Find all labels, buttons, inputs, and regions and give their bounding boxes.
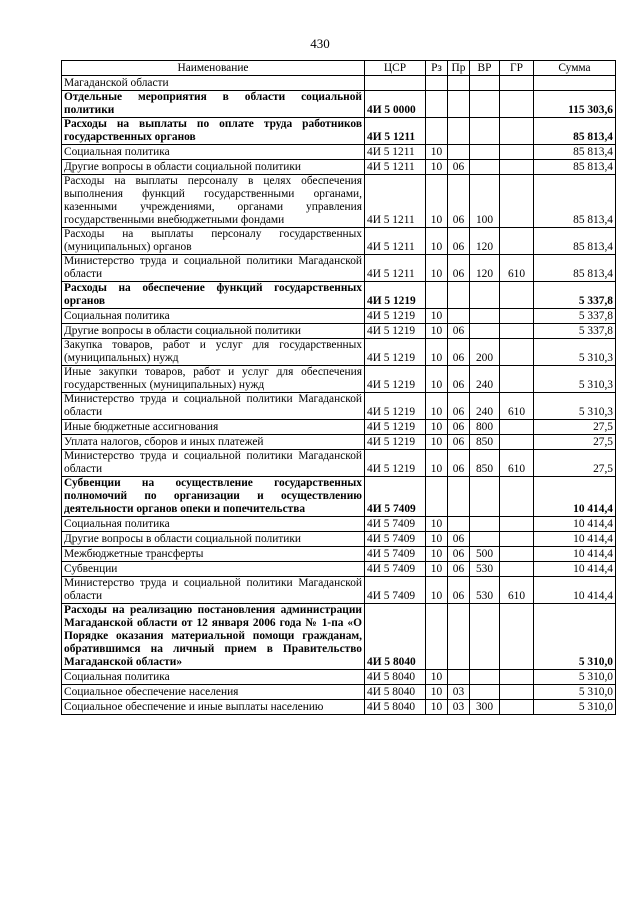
table-row: [62, 420, 616, 435]
cell-gr: 610: [500, 255, 534, 282]
cell-name: Социальное обеспечение населения: [62, 685, 365, 700]
cell-pr: [448, 477, 470, 517]
cell-rz: [426, 91, 448, 118]
cell-gr: [500, 175, 534, 228]
cell-rz: 10: [426, 670, 448, 685]
cell-name: Другие вопросы в области социальной политики: [62, 160, 365, 175]
cell-vr: [470, 532, 500, 547]
table-row: [62, 339, 616, 366]
cell-rz: 10: [426, 435, 448, 450]
budget-table: [61, 60, 616, 715]
table-row: [62, 517, 616, 532]
cell-csr: 4И 5 1219: [365, 420, 426, 435]
cell-gr: [500, 670, 534, 685]
cell-csr: 4И 5 8040: [365, 685, 426, 700]
cell-pr: [448, 282, 470, 309]
page-number: 430: [310, 36, 330, 51]
cell-csr: 4И 5 7409: [365, 577, 426, 604]
cell-pr: 06: [448, 532, 470, 547]
column-header-pr: Пр: [448, 61, 470, 76]
table-row: [62, 160, 616, 175]
cell-gr: [500, 700, 534, 715]
cell-rz: 10: [426, 700, 448, 715]
cell-vr: [470, 76, 500, 91]
cell-name: Субвенции: [62, 562, 365, 577]
cell-gr: 610: [500, 393, 534, 420]
cell-sum: 5 310,3: [534, 366, 616, 393]
cell-sum: 85 813,4: [534, 118, 616, 145]
cell-rz: 10: [426, 517, 448, 532]
table-row: [62, 76, 616, 91]
cell-sum: 5 310,0: [534, 685, 616, 700]
cell-name: Министерство труда и социальной политики Магаданской области: [62, 577, 365, 604]
cell-csr: 4И 5 1219: [365, 324, 426, 339]
cell-pr: [448, 145, 470, 160]
cell-pr: 06: [448, 393, 470, 420]
cell-gr: [500, 477, 534, 517]
cell-name: Отдельные мероприятия в области социальной политики: [62, 91, 365, 118]
cell-sum: 115 303,6: [534, 91, 616, 118]
table-row: [62, 91, 616, 118]
cell-name: Расходы на выплаты персоналу государственных (муниципальных) органов: [62, 228, 365, 255]
cell-csr: 4И 5 1211: [365, 175, 426, 228]
cell-pr: 03: [448, 700, 470, 715]
table-header-row: [62, 61, 616, 76]
cell-vr: 800: [470, 420, 500, 435]
cell-name: Министерство труда и социальной политики Магаданской области: [62, 393, 365, 420]
cell-csr: 4И 5 1211: [365, 118, 426, 145]
cell-gr: [500, 118, 534, 145]
cell-csr: 4И 5 1219: [365, 393, 426, 420]
cell-vr: 530: [470, 577, 500, 604]
cell-csr: 4И 5 7409: [365, 477, 426, 517]
cell-sum: 27,5: [534, 435, 616, 450]
cell-name: Иные закупки товаров, работ и услуг для обеспечения государственных (муниципальных) нужд: [62, 366, 365, 393]
cell-csr: 4И 5 8040: [365, 670, 426, 685]
cell-vr: 120: [470, 255, 500, 282]
table-row: [62, 604, 616, 670]
cell-gr: [500, 324, 534, 339]
column-header-sum: Сумма: [534, 61, 616, 76]
cell-name: Социальное обеспечение и иные выплаты населению: [62, 700, 365, 715]
cell-rz: 10: [426, 339, 448, 366]
cell-name: Другие вопросы в области социальной политики: [62, 532, 365, 547]
cell-sum: 10 414,4: [534, 532, 616, 547]
cell-pr: 06: [448, 228, 470, 255]
cell-gr: [500, 228, 534, 255]
cell-rz: 10: [426, 175, 448, 228]
cell-vr: 850: [470, 435, 500, 450]
cell-csr: 4И 5 1211: [365, 228, 426, 255]
cell-pr: 06: [448, 577, 470, 604]
cell-pr: [448, 604, 470, 670]
cell-vr: [470, 282, 500, 309]
cell-csr: 4И 5 7409: [365, 532, 426, 547]
cell-csr: 4И 5 1211: [365, 255, 426, 282]
table-row: [62, 118, 616, 145]
cell-pr: [448, 670, 470, 685]
cell-rz: 10: [426, 145, 448, 160]
cell-pr: 06: [448, 562, 470, 577]
cell-vr: [470, 91, 500, 118]
table-row: [62, 175, 616, 228]
cell-vr: [470, 604, 500, 670]
cell-csr: 4И 5 1211: [365, 160, 426, 175]
cell-csr: 4И 5 8040: [365, 700, 426, 715]
cell-name: Субвенции на осуществление государственных полномочий по организации и осуществлению деятельности органов опеки и попечительства: [62, 477, 365, 517]
cell-rz: [426, 118, 448, 145]
cell-sum: 10 414,4: [534, 562, 616, 577]
cell-name: Социальная политика: [62, 517, 365, 532]
cell-vr: 500: [470, 547, 500, 562]
cell-rz: 10: [426, 228, 448, 255]
cell-sum: 10 414,4: [534, 477, 616, 517]
cell-sum: 85 813,4: [534, 145, 616, 160]
cell-gr: [500, 547, 534, 562]
cell-pr: [448, 76, 470, 91]
cell-vr: [470, 517, 500, 532]
cell-gr: [500, 366, 534, 393]
cell-pr: 06: [448, 435, 470, 450]
cell-gr: [500, 91, 534, 118]
cell-gr: [500, 145, 534, 160]
cell-rz: 10: [426, 420, 448, 435]
cell-gr: [500, 339, 534, 366]
cell-pr: [448, 517, 470, 532]
cell-gr: [500, 76, 534, 91]
table-row: [62, 255, 616, 282]
cell-rz: 10: [426, 160, 448, 175]
cell-gr: [500, 532, 534, 547]
cell-sum: 5 337,8: [534, 282, 616, 309]
cell-vr: 240: [470, 366, 500, 393]
cell-gr: 610: [500, 577, 534, 604]
cell-gr: [500, 435, 534, 450]
cell-name: Уплата налогов, сборов и иных платежей: [62, 435, 365, 450]
cell-vr: [470, 477, 500, 517]
cell-name: Расходы на реализацию постановления администрации Магаданской области от 12 января 2006 года № 1-па «О Порядке оказания материальной помощи гражданам, обратившимся на личный прием в Правительство Магаданской области»: [62, 604, 365, 670]
cell-name: Закупка товаров, работ и услуг для государственных (муниципальных) нужд: [62, 339, 365, 366]
cell-rz: 10: [426, 324, 448, 339]
column-header-gr: ГР: [500, 61, 534, 76]
cell-csr: 4И 5 1219: [365, 282, 426, 309]
cell-gr: [500, 160, 534, 175]
cell-vr: 120: [470, 228, 500, 255]
cell-vr: [470, 118, 500, 145]
cell-vr: 240: [470, 393, 500, 420]
cell-csr: 4И 5 7409: [365, 547, 426, 562]
table-row: [62, 685, 616, 700]
cell-rz: 10: [426, 577, 448, 604]
cell-name: Расходы на обеспечение функций государственных органов: [62, 282, 365, 309]
cell-csr: 4И 5 1219: [365, 366, 426, 393]
cell-vr: 100: [470, 175, 500, 228]
cell-vr: [470, 324, 500, 339]
table-row: [62, 670, 616, 685]
cell-rz: 10: [426, 562, 448, 577]
table-row: [62, 366, 616, 393]
cell-vr: [470, 685, 500, 700]
table-row: [62, 477, 616, 517]
cell-name: Расходы на выплаты персоналу в целях обеспечения выполнения функций государственными органами, казенными учреждениями, органами управления государственными внебюджетными фондами: [62, 175, 365, 228]
table-row: [62, 228, 616, 255]
cell-sum: 27,5: [534, 420, 616, 435]
cell-rz: 10: [426, 393, 448, 420]
cell-sum: 85 813,4: [534, 160, 616, 175]
cell-pr: [448, 91, 470, 118]
cell-vr: 200: [470, 339, 500, 366]
cell-gr: [500, 562, 534, 577]
table-row: [62, 577, 616, 604]
cell-sum: 5 310,3: [534, 339, 616, 366]
cell-pr: 06: [448, 255, 470, 282]
column-header-csr: ЦСР: [365, 61, 426, 76]
cell-vr: [470, 670, 500, 685]
cell-sum: 27,5: [534, 450, 616, 477]
cell-name: Социальная политика: [62, 309, 365, 324]
cell-sum: 10 414,4: [534, 577, 616, 604]
cell-sum: [534, 76, 616, 91]
table-row: [62, 145, 616, 160]
table-row: [62, 547, 616, 562]
cell-sum: 85 813,4: [534, 175, 616, 228]
cell-rz: 10: [426, 366, 448, 393]
cell-name: Иные бюджетные ассигнования: [62, 420, 365, 435]
cell-csr: 4И 5 1219: [365, 450, 426, 477]
cell-name: Магаданской области: [62, 76, 365, 91]
cell-csr: 4И 5 0000: [365, 91, 426, 118]
cell-rz: 10: [426, 532, 448, 547]
cell-pr: 06: [448, 547, 470, 562]
table-row: [62, 324, 616, 339]
cell-rz: [426, 76, 448, 91]
cell-gr: [500, 604, 534, 670]
cell-pr: 06: [448, 420, 470, 435]
cell-vr: [470, 145, 500, 160]
cell-vr: [470, 309, 500, 324]
cell-sum: 5 337,8: [534, 324, 616, 339]
cell-rz: 10: [426, 309, 448, 324]
cell-pr: [448, 309, 470, 324]
cell-sum: 5 310,0: [534, 604, 616, 670]
cell-csr: 4И 5 1219: [365, 339, 426, 366]
cell-gr: [500, 517, 534, 532]
cell-sum: 10 414,4: [534, 517, 616, 532]
cell-rz: [426, 477, 448, 517]
cell-pr: 03: [448, 685, 470, 700]
column-header-vr: ВР: [470, 61, 500, 76]
table-row: [62, 450, 616, 477]
cell-csr: 4И 5 7409: [365, 562, 426, 577]
cell-sum: 85 813,4: [534, 228, 616, 255]
cell-rz: 10: [426, 450, 448, 477]
cell-pr: 06: [448, 324, 470, 339]
cell-sum: 5 310,0: [534, 670, 616, 685]
cell-name: Социальная политика: [62, 670, 365, 685]
table-row: [62, 309, 616, 324]
cell-vr: 300: [470, 700, 500, 715]
cell-name: Межбюджетные трансферты: [62, 547, 365, 562]
cell-name: Другие вопросы в области социальной политики: [62, 324, 365, 339]
cell-name: Министерство труда и социальной политики Магаданской области: [62, 255, 365, 282]
cell-name: Министерство труда и социальной политики Магаданской области: [62, 450, 365, 477]
cell-vr: [470, 160, 500, 175]
table-row: [62, 435, 616, 450]
cell-rz: 10: [426, 685, 448, 700]
cell-sum: 85 813,4: [534, 255, 616, 282]
table-row: [62, 532, 616, 547]
cell-gr: [500, 685, 534, 700]
cell-name: Расходы на выплаты по оплате труда работников государственных органов: [62, 118, 365, 145]
cell-csr: 4И 5 8040: [365, 604, 426, 670]
cell-sum: 5 310,3: [534, 393, 616, 420]
cell-rz: 10: [426, 255, 448, 282]
cell-csr: 4И 5 1219: [365, 309, 426, 324]
cell-pr: 06: [448, 339, 470, 366]
cell-gr: [500, 282, 534, 309]
cell-gr: [500, 309, 534, 324]
cell-rz: [426, 282, 448, 309]
column-header-name: Наименование: [62, 61, 365, 76]
cell-sum: 5 310,0: [534, 700, 616, 715]
cell-csr: 4И 5 1219: [365, 435, 426, 450]
cell-csr: [365, 76, 426, 91]
cell-rz: 10: [426, 547, 448, 562]
table-row: [62, 393, 616, 420]
cell-vr: 530: [470, 562, 500, 577]
cell-gr: 610: [500, 450, 534, 477]
cell-csr: 4И 5 1211: [365, 145, 426, 160]
cell-pr: [448, 118, 470, 145]
cell-vr: 850: [470, 450, 500, 477]
cell-sum: 5 337,8: [534, 309, 616, 324]
cell-pr: 06: [448, 450, 470, 477]
table-row: [62, 562, 616, 577]
cell-pr: 06: [448, 175, 470, 228]
cell-rz: [426, 604, 448, 670]
cell-pr: 06: [448, 160, 470, 175]
cell-name: Социальная политика: [62, 145, 365, 160]
column-header-rz: Рз: [426, 61, 448, 76]
cell-pr: 06: [448, 366, 470, 393]
cell-gr: [500, 420, 534, 435]
table-row: [62, 700, 616, 715]
table-row: [62, 282, 616, 309]
cell-sum: 10 414,4: [534, 547, 616, 562]
cell-csr: 4И 5 7409: [365, 517, 426, 532]
